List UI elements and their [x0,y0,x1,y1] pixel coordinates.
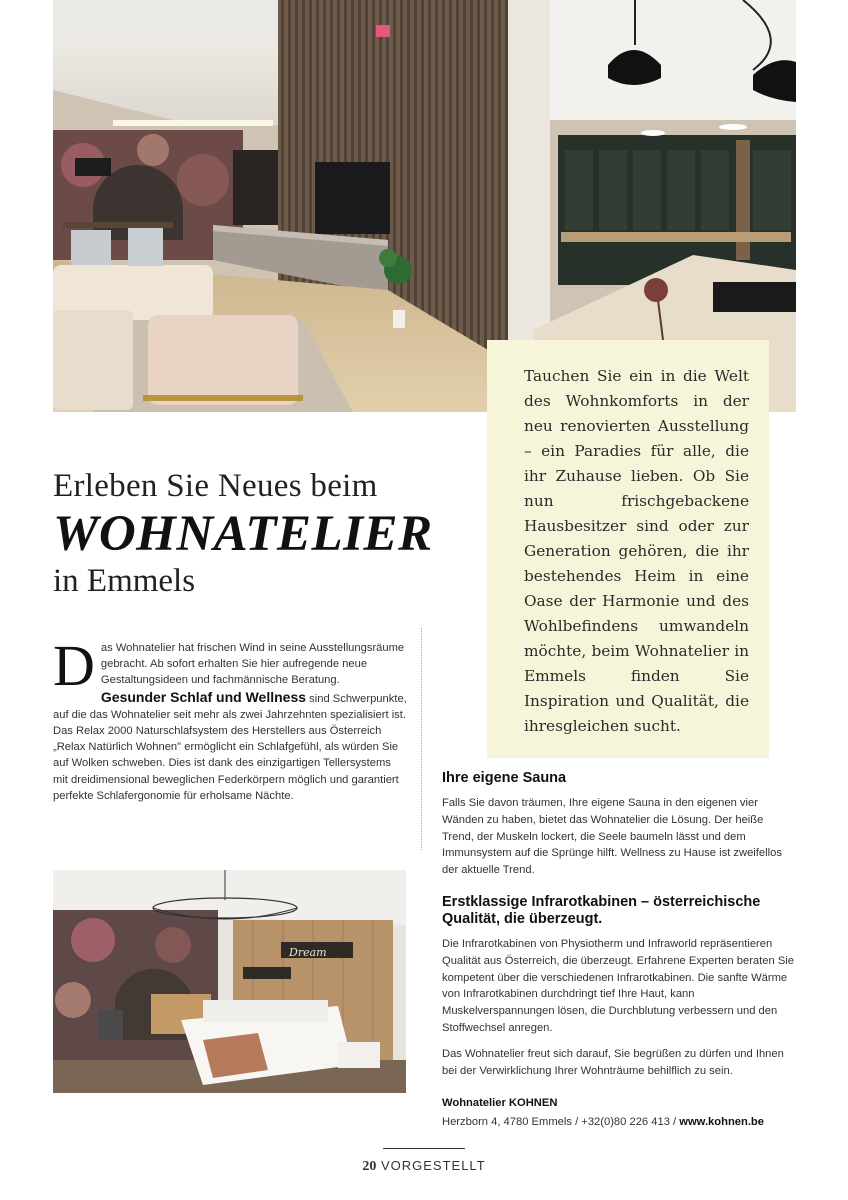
headline-line-3: in Emmels [53,563,196,599]
right-column [442,770,794,1140]
column-divider [421,628,422,850]
intro-quote-box [487,340,769,758]
headline-line-1: Erleben Sie Neues beim [53,468,378,504]
sleep-lead: Gesunder Schlaf und Wellness [100,688,307,705]
intro-text: as Wohnatelier hat frischen Wind in seine Ausstellungsräume gebracht. Ab sofort erhalten Sie hier aufregende neue Gestaltungsideen und fachmännische Beratung. [100,642,405,687]
bedroom-photo [53,870,406,1093]
contact-name: Wohnatelier KOHNEN [442,1097,558,1110]
contact-address: Herzborn 4, 4780 Emmels / +32(0)80 226 413 / [442,1116,680,1129]
sauna-paragraph: Falls Sie davon träumen, Ihre eigene Sauna in den eigenen vier Wänden zu haben, bietet das Wohnatelier die Lösung. Der heiße Trend, der Muskeln lockert, die Seele baumeln lässt und dem Immunsystem auf die Sprünge hilft. Wellness zu Hause ist zweifellos der aktuelle Trend. [442,797,782,877]
headline-brand: WOHNATELIER [53,506,433,562]
infrared-heading: Erstklassige Infrarotkabinen – österreichische Qualität, die überzeugt. [442,893,761,927]
footer-rule [383,1148,465,1149]
drop-cap: D [53,633,95,698]
website-link[interactable]: www.kohnen.be [679,1116,764,1129]
section-label: VORGESTELLT [380,1158,486,1173]
dream-sign: Dream [289,946,327,959]
page-footer [0,1158,848,1175]
infrared-paragraph: Die Infrarotkabinen von Physiotherm und Infraworld repräsentieren Qualität aus Österreich, die überzeugt. Erfahrene Experten beraten Sie kompetent über die verschiedenen Infrarotkabinen. Die sanfte Wärme von Infrarotkabinen durchdringt tief Ihre Haut, kann Muskelverspannungen lösen, die Durchblutung verbessern und den Stoffwechsel anregen. [442,937,794,1034]
sauna-heading: Ihre eigene Sauna [442,770,567,786]
left-column [53,633,407,804]
intro-quote-text: Tauchen Sie ein in die Welt des Wohnkomforts in der neu renovierten Ausstellung – ein Paradies für alle, die ihr Zuhause lieben. Ob Sie nun frischgebackene Hausbesitzer sind oder zur Generation gehören, die ihr bestehendes Heim in eine Oase der Harmonie und des Wohlbefindens umwandeln möchte, beim Wohnatelier in Emmels finden Sie Inspiration und Qualität, die ihresgleichen sucht. [524,367,749,735]
sleep-paragraph [53,689,407,804]
page-number: 20 [362,1159,377,1174]
sleep-text: sind Schwerpunkte, auf die das Wohnatelier seit mehr als zwei Jahrzehnten spezialisiert ist. Das Relax 2000 Naturschlafsystem des Herstellers aus Österreich „Relax Natürlich Wohnen" ermöglicht ein Schlafgefühl, als würden Sie auf Wolken schweben. Dies ist dank des einzigartigen Tellersystems mit dreidimensional beweglichen Federkörpern möglich und garantiert perfekte Schlafergonomie für erholsame Nächte. [53,692,407,802]
contact-details [442,1114,794,1131]
article-headline [53,466,473,600]
closing-paragraph: Das Wohnatelier freut sich darauf, Sie begrüßen zu dürfen und Ihnen bei der Verwirklichung Ihrer Wohnträume behilflich zu sein. [442,1047,784,1077]
